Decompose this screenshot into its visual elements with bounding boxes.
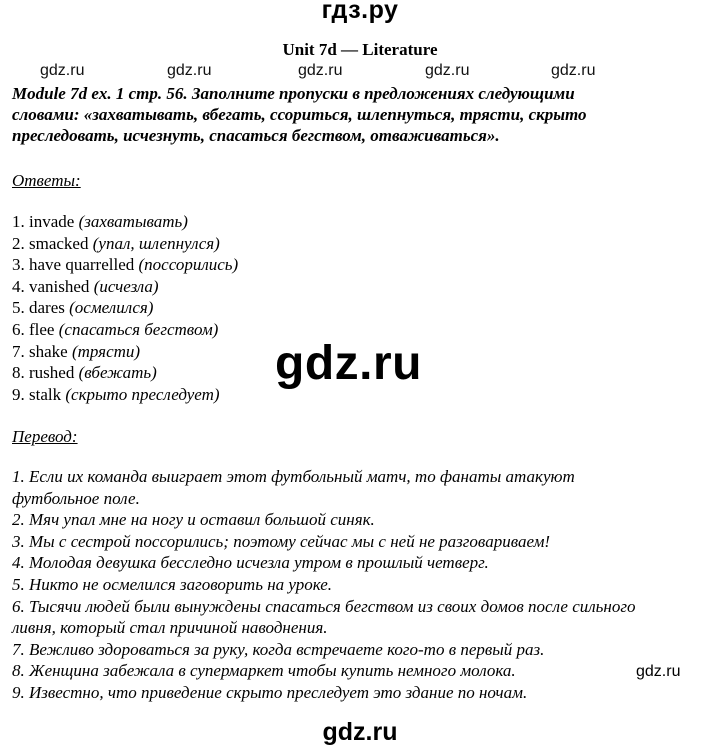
translation-heading: Перевод: [12, 427, 78, 446]
answer-item [12, 341, 238, 363]
task-line: преследовать, исчезнуть, спасаться бегством, отваживаться». [12, 126, 500, 145]
answer-word: 4. vanished [12, 276, 90, 296]
answer-word: 2. smacked [12, 233, 89, 253]
answer-item [12, 384, 238, 406]
site-footer: gdz.ru [322, 718, 398, 746]
translation-line: футбольное поле. [12, 488, 140, 508]
translation-line: ливня, который стал причиной наводнения. [12, 618, 328, 638]
answers-heading: Ответы: [12, 171, 81, 190]
translation-block [12, 466, 717, 704]
task-line: словами: «захватывать, вбегать, ссориться, шлепнуться, трясти, скрыто [12, 105, 587, 124]
translation-line: 5. Никто не осмелился заговорить на уроке. [12, 574, 333, 594]
answer-item [12, 362, 238, 384]
answer-word: 1. invade [12, 212, 75, 231]
answer-item [12, 297, 238, 319]
watermark: gdz.ru [425, 62, 470, 79]
answer-translation: (скрыто преследует) [65, 384, 220, 404]
translation-line: 4. Молодая девушка бесследно исчезла утром в прошлый четверг. [12, 553, 489, 573]
site-header: гдз.ру [321, 0, 399, 24]
answer-item [12, 319, 238, 341]
answer-translation: (осмелился) [69, 298, 154, 318]
answer-item [12, 254, 238, 276]
answer-translation: (упал, шлепнулся) [92, 233, 220, 253]
watermark: gdz.ru [636, 663, 681, 680]
translation-line: 1. Если их команда выиграет этот футбольный матч, то фанаты атакуют [12, 467, 575, 486]
answer-translation: (исчезла) [93, 276, 159, 296]
answer-word: 7. shake [12, 341, 68, 361]
answer-word: 8. rushed [12, 363, 75, 383]
answer-word: 3. have quarrelled [12, 255, 135, 275]
answer-word: 5. dares [12, 298, 65, 318]
answer-translation: (спасаться бегством) [58, 319, 219, 339]
answer-translation: (поссорились) [138, 255, 239, 275]
watermark: gdz.ru [40, 62, 85, 79]
answer-word: 9. stalk [12, 384, 62, 404]
translation-line: 3. Мы с сестрой поссорились; поэтому сейчас мы с ней не разговариваем! [12, 531, 551, 551]
answers-list [12, 211, 238, 405]
translation-line: 8. Женщина забежала в супермаркет чтобы купить немного молока. [12, 661, 516, 681]
answer-translation: (трясти) [71, 341, 141, 361]
translation-line: 9. Известно, что приведение скрыто преследует это здание по ночам. [12, 682, 528, 702]
answer-item [12, 276, 238, 298]
page-title: Unit 7d — Literature [282, 40, 438, 59]
watermark: gdz.ru [298, 62, 343, 79]
translation-line: 6. Тысячи людей были вынуждены спасаться бегством из своих домов после сильного [12, 596, 636, 616]
watermark: gdz.ru [551, 62, 596, 79]
answer-item [12, 233, 238, 255]
task-description [12, 83, 712, 146]
watermark-large: gdz.ru [275, 337, 422, 390]
task-line: Module 7d ex. 1 стр. 56. Заполните пропуски в предложениях следующими [12, 84, 575, 103]
watermark: gdz.ru [167, 62, 212, 79]
answer-translation: (захватывать) [78, 212, 188, 231]
translation-line: 7. Вежливо здороваться за руку, когда встречаете кого-то в первый раз. [12, 639, 545, 659]
answer-translation: (вбежать) [78, 363, 157, 383]
translation-line: 2. Мяч упал мне на ногу и оставил большой синяк. [12, 510, 375, 530]
answer-word: 6. flee [12, 319, 55, 339]
answer-item [12, 211, 238, 233]
